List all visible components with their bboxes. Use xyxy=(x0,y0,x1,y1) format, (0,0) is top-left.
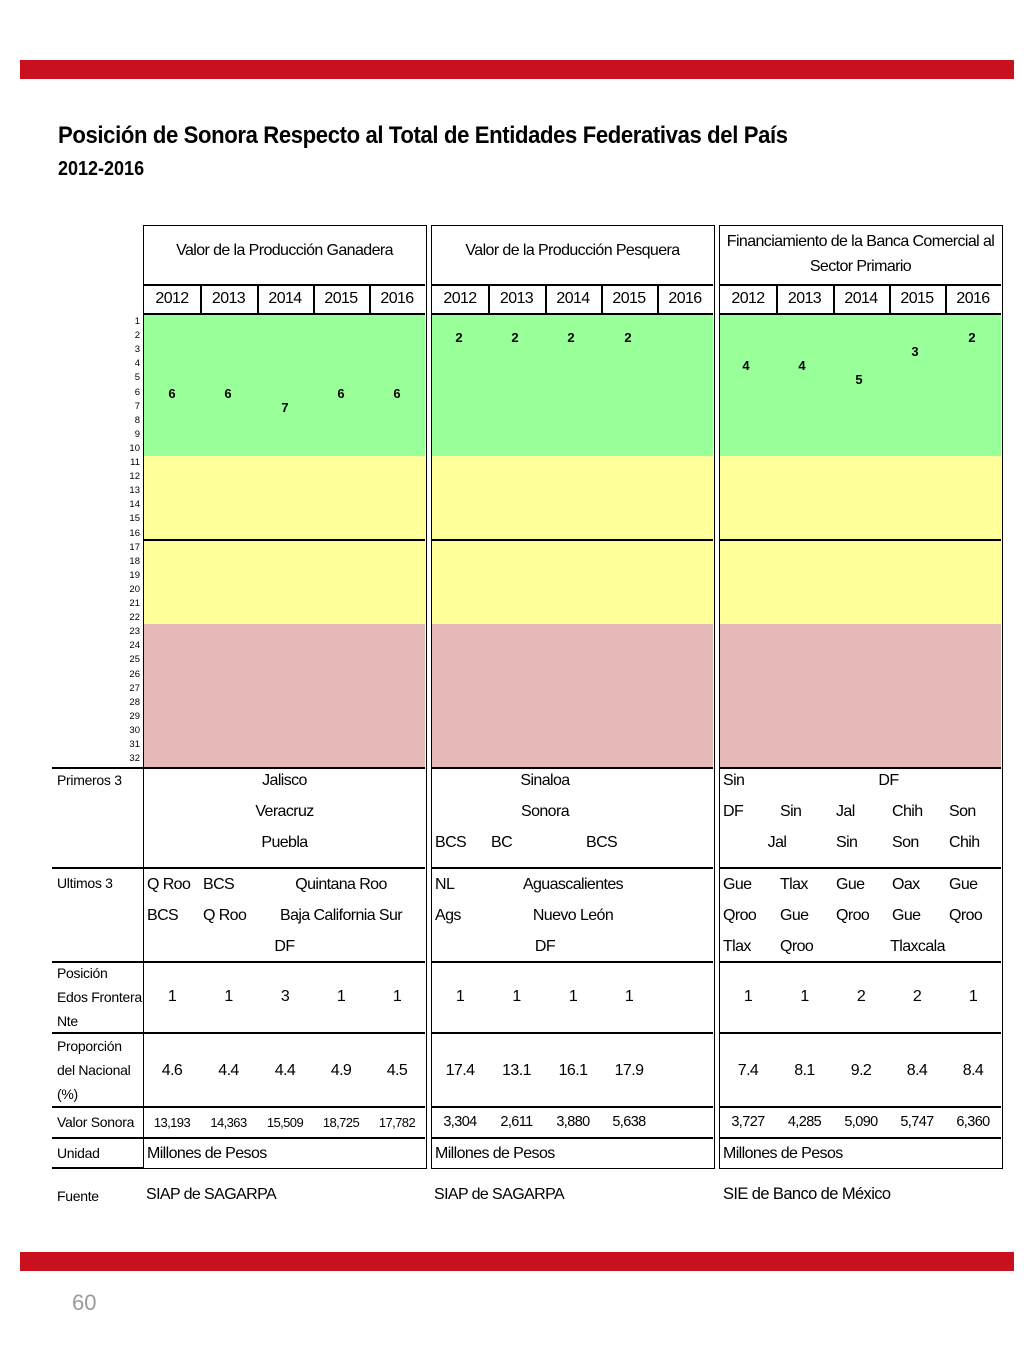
rule xyxy=(432,1032,713,1034)
primeros-2: Veracruz xyxy=(255,803,314,820)
band-yellow-1 xyxy=(720,456,1001,540)
proporcion-value: 16.1 xyxy=(558,1062,588,1079)
rule xyxy=(144,961,425,963)
label-primeros: Primeros 3 xyxy=(57,772,122,788)
year-2015: 2015 xyxy=(324,290,358,307)
rank-mark: 4 xyxy=(798,358,806,373)
page-subtitle: 2012-2016 xyxy=(58,158,145,180)
band-red xyxy=(720,624,1001,767)
rank-mark: 2 xyxy=(968,330,976,345)
primeros-cell: Chih xyxy=(949,834,980,851)
posicion-value: 1 xyxy=(743,988,753,1005)
page-title: Posición de Sonora Respecto al Total de Entidades Federativas del País xyxy=(58,122,788,149)
rank-axis-label: 21 xyxy=(129,598,140,609)
posicion-value: 2 xyxy=(912,988,922,1005)
rank-axis-label: 29 xyxy=(129,710,140,722)
rank-axis-label: 9 xyxy=(134,428,140,440)
rank-mark: 2 xyxy=(511,330,519,345)
primeros-cell: Sin xyxy=(836,834,858,851)
ultimos-cell: Ags xyxy=(435,907,461,924)
posicion-value: 1 xyxy=(336,988,346,1005)
rank-axis-label: 7 xyxy=(134,400,140,412)
rank-mark: 2 xyxy=(624,330,632,345)
rank-axis-label: 23 xyxy=(129,626,140,638)
rank-axis-label: 16 xyxy=(129,527,140,539)
ultimos-cell: Gue xyxy=(780,907,809,924)
primeros-cell: Son xyxy=(949,803,976,820)
rank-axis-label: 2 xyxy=(134,330,140,342)
primeros-3: Puebla xyxy=(261,834,308,851)
ultimos-cell: Qroo xyxy=(836,907,870,924)
rank-axis-label: 13 xyxy=(129,485,140,497)
ultimos-cell: Gue xyxy=(949,876,978,893)
rank-axis-label: 28 xyxy=(129,696,140,708)
ultimos-cell: Nuevo León xyxy=(532,907,614,924)
rule xyxy=(432,1106,713,1108)
valor-value: 14,363 xyxy=(210,1115,247,1130)
label-rule-ultimos xyxy=(52,867,144,869)
label-rule-unidad xyxy=(52,1137,144,1139)
primeros-cell: DF xyxy=(878,772,899,789)
ultimos-cell: Gue xyxy=(836,876,865,893)
ultimos-cell: Q Roo xyxy=(203,907,247,924)
posicion-value: 1 xyxy=(624,988,634,1005)
top-red-bar xyxy=(20,60,1014,79)
bottom-red-bar xyxy=(20,1252,1014,1271)
year-2012: 2012 xyxy=(443,290,477,307)
rank-axis-label: 14 xyxy=(129,499,140,511)
year-2015: 2015 xyxy=(900,290,934,307)
band-yellow-2 xyxy=(144,540,425,624)
label-proporcion-2: del Nacional xyxy=(57,1062,131,1078)
band-yellow-1 xyxy=(432,456,713,540)
posicion-value: 1 xyxy=(568,988,578,1005)
proporcion-value: 17.9 xyxy=(614,1062,644,1079)
valor-value: 18,725 xyxy=(322,1115,360,1130)
band-yellow-1 xyxy=(144,456,425,540)
posicion-value: 1 xyxy=(968,988,978,1005)
rank-axis-label: 15 xyxy=(129,513,140,525)
rank-mark: 3 xyxy=(911,344,919,359)
posicion-value: 1 xyxy=(800,988,809,1005)
rule xyxy=(144,867,425,869)
rank-mark: 5 xyxy=(855,372,863,387)
rank-mark: 6 xyxy=(337,386,345,401)
ultimos-cell: Tlax xyxy=(780,876,808,893)
posicion-value: 1 xyxy=(392,988,402,1005)
year-2012: 2012 xyxy=(731,290,765,307)
primeros-cell: Son xyxy=(892,834,919,851)
rank-axis-label: 5 xyxy=(134,372,140,384)
rule xyxy=(720,961,1001,963)
rank-axis-label: 24 xyxy=(129,640,140,652)
rule xyxy=(144,284,425,286)
primeros-cell: BCS xyxy=(435,834,467,851)
valor-value: 2,611 xyxy=(500,1114,533,1130)
posicion-value: 1 xyxy=(512,988,521,1005)
year-2015: 2015 xyxy=(612,290,646,307)
year-2014: 2014 xyxy=(268,290,302,307)
rank-axis-label: 4 xyxy=(134,358,140,370)
fuente-financiamiento: SIE de Banco de México xyxy=(723,1185,891,1203)
label-posicion-3: Nte xyxy=(57,1013,78,1029)
rule xyxy=(144,767,425,769)
proporcion-value: 7.4 xyxy=(737,1062,759,1079)
primeros-cell: DF xyxy=(723,803,744,820)
rule xyxy=(144,1106,425,1108)
label-rule-valor xyxy=(52,1106,144,1108)
proporcion-value: 13.1 xyxy=(502,1062,531,1079)
ultimos-cell: BCS xyxy=(147,907,179,924)
rank-axis-label: 18 xyxy=(129,555,140,567)
year-2016: 2016 xyxy=(380,290,414,307)
rank-axis-label: 12 xyxy=(129,471,140,483)
ultimos-cell: Aguascalientes xyxy=(522,876,624,893)
rank-axis-label: 19 xyxy=(129,569,140,581)
rank-axis-label: 30 xyxy=(129,724,140,736)
rule xyxy=(144,1032,425,1034)
page-number: 60 xyxy=(72,1290,97,1315)
panel-ganadera xyxy=(143,225,427,1169)
primeros-cell: Sin xyxy=(723,772,745,789)
year-2014: 2014 xyxy=(556,290,590,307)
label-rule-proporcion xyxy=(52,1032,144,1034)
rank-mark: 6 xyxy=(224,386,232,401)
valor-value: 4,285 xyxy=(787,1114,822,1130)
valor-value: 13,193 xyxy=(153,1115,191,1130)
proporcion-value: 8.1 xyxy=(794,1062,815,1079)
posicion-value: 2 xyxy=(856,988,866,1005)
rank-mark: 2 xyxy=(455,330,463,345)
fuente-ganadera: SIAP de SAGARPA xyxy=(146,1186,277,1203)
ultimos-cell: Baja California Sur xyxy=(280,907,402,924)
rule xyxy=(720,1137,1001,1139)
label-proporcion-3: (%) xyxy=(57,1086,78,1102)
proporcion-value: 4.6 xyxy=(161,1062,183,1079)
rank-axis-label: 1 xyxy=(134,316,140,327)
primeros-1: Jalisco xyxy=(262,772,307,789)
unidad-value: Millones de Pesos xyxy=(147,1145,267,1162)
band-yellow-2 xyxy=(432,540,713,624)
proporcion-value: 4.5 xyxy=(386,1062,408,1079)
rank-axis-label: 11 xyxy=(130,457,140,468)
panel-financiamiento-title-2: Sector Primario xyxy=(809,258,912,275)
proporcion-value: 4.4 xyxy=(274,1062,296,1079)
panel-ganadera-title: Valor de la Producción Ganadera xyxy=(176,242,393,259)
rule xyxy=(720,867,1001,869)
rank-axis-label: 20 xyxy=(129,583,140,595)
valor-value: 5,747 xyxy=(900,1114,934,1130)
rank-mark: 6 xyxy=(168,386,176,401)
ultimos-cell: DF xyxy=(534,938,556,955)
posicion-value: 1 xyxy=(455,988,465,1005)
ultimos-cell: Q Roo xyxy=(147,876,191,893)
year-2016: 2016 xyxy=(956,290,990,307)
rank-axis-label: 6 xyxy=(134,386,140,398)
rule xyxy=(432,767,713,769)
posicion-value: 1 xyxy=(167,988,177,1005)
label-unidad: Unidad xyxy=(57,1145,100,1161)
ultimos-cell: Tlax xyxy=(723,938,751,955)
rank-axis-label: 31 xyxy=(129,739,140,750)
rank-axis-label: 3 xyxy=(134,344,140,356)
year-2012: 2012 xyxy=(155,290,189,307)
ultimos-cell: BCS xyxy=(203,876,235,893)
primeros-cell: Jal xyxy=(836,803,855,820)
rank-mark: 4 xyxy=(742,358,750,373)
valor-value: 3,304 xyxy=(443,1114,477,1130)
ultimos-cell: DF xyxy=(274,938,295,955)
posicion-value: 3 xyxy=(280,988,290,1005)
panel-financiamiento-title-1: Financiamiento de la Banca Comercial al xyxy=(726,233,995,250)
rule xyxy=(720,767,1001,769)
rank-mark: 7 xyxy=(281,400,289,415)
rule xyxy=(432,539,713,541)
posicion-value: 1 xyxy=(224,988,233,1005)
year-2013: 2013 xyxy=(499,290,534,307)
ultimos-cell: Quintana Roo xyxy=(295,876,387,893)
rank-axis-label: 10 xyxy=(129,442,140,454)
primeros-cell: BCS xyxy=(586,834,618,851)
rule xyxy=(720,284,1001,286)
proporcion-value: 9.2 xyxy=(850,1062,872,1079)
rank-axis-label: 27 xyxy=(129,682,140,694)
ultimos-cell: Qroo xyxy=(949,907,983,924)
rank-axis-label: 25 xyxy=(129,654,140,666)
proporcion-value: 4.4 xyxy=(218,1062,239,1079)
label-posicion-2: Edos Frontera xyxy=(57,989,142,1005)
rank-mark: 6 xyxy=(393,386,401,401)
rule xyxy=(432,961,713,963)
year-2014: 2014 xyxy=(844,290,878,307)
year-2013: 2013 xyxy=(787,290,822,307)
rank-axis-label: 22 xyxy=(129,612,140,624)
valor-value: 5,638 xyxy=(612,1114,646,1130)
rule xyxy=(144,1137,425,1139)
valor-value: 6,360 xyxy=(956,1114,990,1130)
proporcion-value: 17.4 xyxy=(445,1062,475,1079)
proporcion-value: 8.4 xyxy=(906,1062,928,1079)
label-ultimos: Ultimos 3 xyxy=(57,875,113,891)
label-valor: Valor Sonora xyxy=(57,1114,135,1130)
panel-pesquera-title: Valor de la Producción Pesquera xyxy=(465,242,680,259)
label-fuente: Fuente xyxy=(57,1188,99,1204)
primeros-cell: BC xyxy=(491,834,513,851)
fuente-pesquera: SIAP de SAGARPA xyxy=(434,1186,565,1203)
year-2016: 2016 xyxy=(668,290,702,307)
rule xyxy=(432,1137,713,1139)
panel-financiamiento xyxy=(719,225,1003,1169)
rank-mark: 2 xyxy=(567,330,575,345)
label-rule-posicion xyxy=(52,961,144,963)
proporcion-value: 4.9 xyxy=(330,1062,352,1079)
ultimos-cell: Qroo xyxy=(723,907,757,924)
valor-value: 3,727 xyxy=(731,1114,765,1130)
primeros-cell: Sin xyxy=(780,803,802,820)
band-red xyxy=(144,624,425,767)
label-rule-bottom xyxy=(52,1167,144,1169)
valor-value: 3,880 xyxy=(556,1114,590,1130)
year-2013: 2013 xyxy=(211,290,246,307)
primeros-cell: Jal xyxy=(767,834,787,851)
rank-axis-label: 26 xyxy=(129,668,140,680)
rule xyxy=(432,284,713,286)
ultimos-cell: Gue xyxy=(723,876,752,893)
rank-axis-label: 17 xyxy=(129,541,140,553)
rank-axis-label: 32 xyxy=(129,753,140,765)
rule xyxy=(432,867,713,869)
panel-pesquera xyxy=(431,225,715,1169)
ultimos-cell: Oax xyxy=(892,876,920,893)
rule xyxy=(144,539,425,541)
label-posicion-1: Posición xyxy=(57,965,108,981)
unidad-value: Millones de Pesos xyxy=(435,1145,555,1162)
rule xyxy=(720,1106,1001,1108)
ultimos-cell: Gue xyxy=(892,907,921,924)
primeros-cell: Chih xyxy=(892,803,923,820)
valor-value: 15,509 xyxy=(266,1115,304,1130)
ultimos-cell: Qroo xyxy=(780,938,814,955)
rank-axis-label: 8 xyxy=(134,414,140,426)
rule xyxy=(720,539,1001,541)
primeros-1: Sinaloa xyxy=(520,772,570,789)
ultimos-cell: Tlaxcala xyxy=(890,938,945,955)
unidad-value: Millones de Pesos xyxy=(723,1145,843,1162)
rule xyxy=(720,1032,1001,1034)
primeros-2: Sonora xyxy=(521,803,569,820)
band-yellow-2 xyxy=(720,540,1001,624)
proporcion-value: 8.4 xyxy=(962,1062,984,1079)
valor-value: 5,090 xyxy=(844,1114,878,1130)
label-proporcion-1: Proporción xyxy=(57,1038,122,1054)
ultimos-cell: NL xyxy=(435,876,455,893)
valor-value: 17,782 xyxy=(378,1115,416,1130)
band-red xyxy=(432,624,713,767)
label-rule-primeros xyxy=(52,767,144,769)
